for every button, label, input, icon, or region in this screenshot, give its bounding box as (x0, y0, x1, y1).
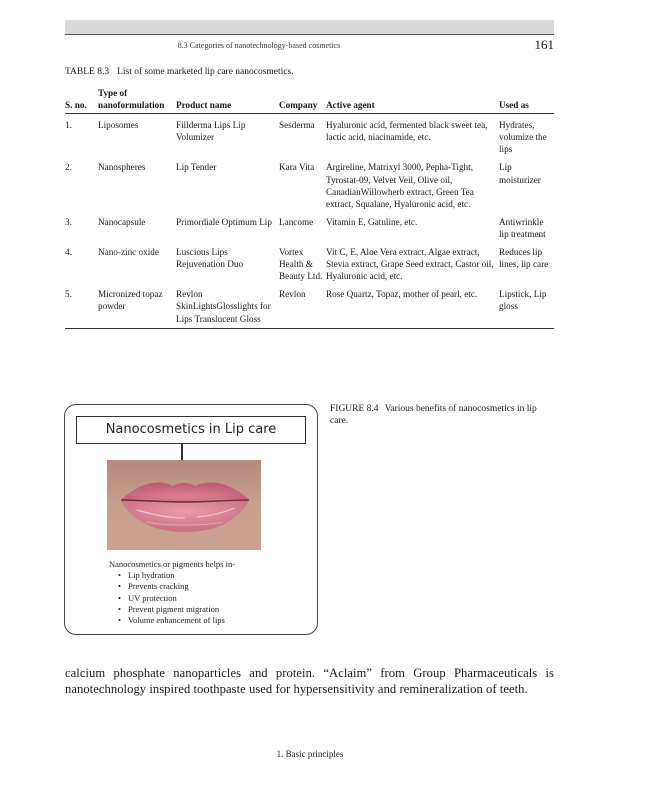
benefits-list (109, 570, 235, 626)
cell-sno: 3. (65, 216, 72, 227)
cell-sno: 4. (65, 247, 72, 258)
benefit-item: • Lip hydration (118, 570, 235, 581)
cell-type: Nano-zinc oxide (98, 247, 159, 258)
cell-company: Lancome (279, 216, 314, 227)
table-label: TABLE 8.3 (65, 67, 110, 77)
benefit-item: • Volume enhancement of lips (118, 615, 235, 626)
cell-company: Vortex Health & Beauty Ltd. (279, 247, 323, 282)
col-header-company: Company (279, 87, 326, 114)
header-band (65, 20, 554, 34)
cell-used: Reduces lip lines, lip care (499, 247, 549, 270)
cell-product: Primordiale Optimum Lip (176, 216, 272, 227)
table-row (65, 114, 554, 162)
figure-caption-text: Various benefits of nanocosmetics in lip care. (330, 404, 537, 426)
col-header-product: Product name (176, 87, 279, 114)
header-rule (65, 34, 554, 35)
benefits-intro: Nanocosmetics or pigments helps in- (109, 559, 236, 569)
cell-sno: 1. (65, 120, 72, 131)
figure-title: Nanocosmetics in Lip care (76, 416, 306, 444)
cell-used: Lipstick, Lip gloss (499, 288, 554, 328)
figure-caption (330, 403, 554, 427)
col-header-type: Type of nanoformulation (98, 87, 176, 114)
table-row (65, 288, 554, 328)
cell-company: Sesderma (279, 120, 315, 131)
cell-type: Liposomes (98, 120, 139, 131)
table-title: List of some marketed lip care nanocosmetics. (117, 67, 294, 77)
cell-company: Kara Vita (279, 162, 315, 173)
running-head: 8.3 Categories of nanotechnology-based cosmetics (177, 41, 341, 50)
cell-type: Micronized topaz powder (98, 288, 176, 328)
cell-product: Lip Tender (176, 162, 217, 173)
figure-label: FIGURE 8.4 (330, 404, 379, 414)
body-paragraph: calcium phosphate nanoparticles and protein. “Aclaim” from Group Pharmaceuticals is nanotechnology inspired toothpaste used for hypersensitivity and remineralization of teeth. (65, 666, 554, 696)
cell-used: Hydrates, volumize the lips (499, 120, 547, 155)
cell-company: Revlon (279, 288, 326, 328)
cell-used: Lip moisturizer (499, 162, 541, 185)
cell-sno: 5. (65, 288, 98, 328)
cell-type: Nanospheres (98, 162, 146, 173)
cell-product: Luscious Lips Rejuvenation Duo (176, 247, 244, 270)
table-row (65, 216, 554, 246)
cell-agent: Argireline, Matrixyl 3000, Pepha-Tight, Tyrostat-09, Velvet Veil, Olive oil, CanadianWillowherb extract, Green Tea extract, Squalane, Hyaluronic acid, etc. (326, 162, 474, 209)
cell-type: Nanocapsule (98, 216, 146, 227)
lip-care-table (65, 87, 554, 329)
benefit-item: • Prevent pigment migration (118, 604, 235, 615)
page-number: 161 (534, 37, 554, 52)
table-row (65, 246, 554, 288)
cell-product: Revlon SkinLightsGlosslights for Lips Translucent Gloss (176, 288, 279, 328)
table-header-row (65, 87, 554, 114)
cell-agent: Vitamin E, Gatuline, etc. (326, 216, 418, 227)
cell-agent: Hyaluronic acid, fermented black sweet tea, lactic acid, niacinamide, etc. (326, 120, 488, 143)
col-header-used: Used as (499, 87, 554, 114)
table-caption (65, 67, 294, 77)
table-row (65, 161, 554, 215)
col-header-sno: S. no. (65, 87, 98, 114)
cell-agent: Rose Quartz, Topaz, mother of pearl, etc. (326, 288, 499, 328)
lips-photo (107, 460, 261, 550)
figure-benefits-text (109, 559, 235, 626)
footer-section: 1. Basic principles (276, 749, 344, 759)
benefit-item: • Prevents cracking (118, 581, 235, 592)
cell-agent: Vit C, E, Aloe Vera extract, Algae extract, Stevia extract, Grape Seed extract, Castor oil, Hyaluronic acid, etc. (326, 247, 494, 282)
col-header-agent: Active agent (326, 87, 499, 114)
figure-connector-line (181, 443, 183, 460)
cell-product: Fillderma Lips Lip Volumizer (176, 120, 246, 143)
benefit-item: • UV protection (118, 593, 235, 604)
cell-sno: 2. (65, 162, 72, 173)
cell-used: Antiwrinkle lip treatment (499, 216, 546, 239)
